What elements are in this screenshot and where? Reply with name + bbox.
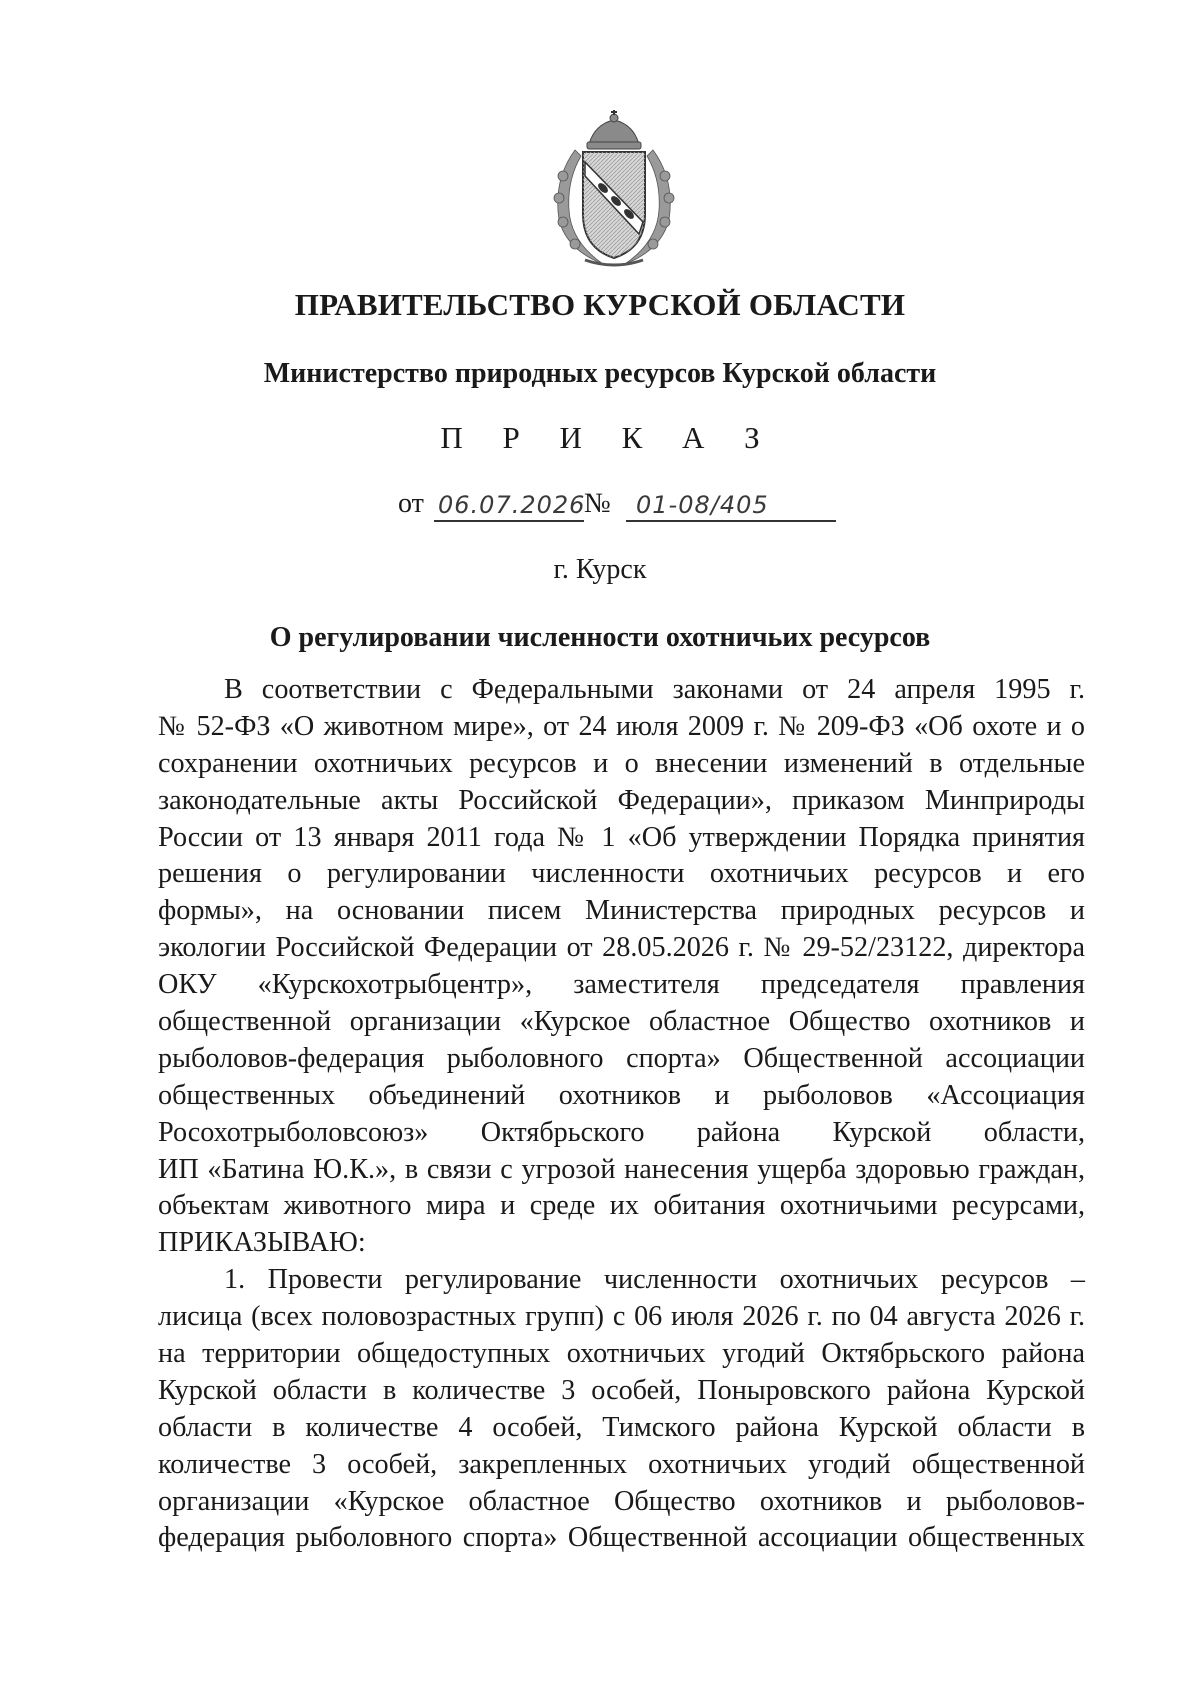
body-line: области в количестве 4 особей, Тимского района Курской области в (158, 1411, 1085, 1443)
body-line: формы», на основании писем Министерства природных ресурсов и (158, 895, 1085, 927)
body-line: рыболовов-федерация рыболовного спорта» Общественной ассоциации (158, 1042, 1085, 1074)
body-line: Курской области в количестве 3 особей, Поныровского района Курской (158, 1374, 1085, 1406)
body-line: общественной организации «Курское областное Общество охотников и (158, 1006, 1085, 1038)
body-line: решения о регулировании численности охотничьих ресурсов и его (158, 858, 1085, 890)
number-value: 01-08/405 (636, 491, 769, 519)
body-line: объектам животного мира и среде их обитания охотничьими ресурсами, (158, 1190, 1085, 1222)
order-body (158, 672, 1085, 1557)
body-line: количестве 3 особей, закрепленных охотничьих угодий общественной (158, 1448, 1085, 1480)
date-value: 06.07.2026 (438, 491, 586, 519)
body-line-order-word: ПРИКАЗЫВАЮ: (158, 1227, 366, 1259)
city: г. Курск (553, 554, 647, 585)
coat-of-arms-emblem (545, 110, 683, 270)
body-line: законодательные акты Российской Федерации», приказом Минприроды (158, 784, 1085, 816)
body-line: Росохотрыболовсоюз» Октябрьского района Курской области, (158, 1116, 1085, 1148)
document-type: П Р И К А З (440, 420, 776, 455)
body-line: лисица (всех половозрастных групп) с 06 июля 2026 г. по 04 августа 2026 г. (158, 1301, 1085, 1333)
body-line: общественных объединений охотников и рыболовов «Ассоциация (158, 1079, 1085, 1111)
body-line: сохранении охотничьих ресурсов и о внесении изменений в отдельные (158, 747, 1085, 779)
body-line: ИП «Батина Ю.К.», в связи с угрозой нанесения ущерба здоровью граждан, (158, 1153, 1085, 1185)
date-prefix: от (398, 488, 424, 519)
body-line: В соответствии с Федеральными законами от 24 апреля 1995 г. (224, 674, 1085, 705)
body-line: организации «Курское областное Общество охотников и рыболовов- (158, 1485, 1085, 1517)
body-line: № 52-ФЗ «О животном мире», от 24 июля 2009 г. № 209-ФЗ «Об охоте и о (158, 710, 1085, 742)
body-line: России от 13 января 2011 года № 1 «Об утверждении Порядка принятия (158, 821, 1085, 853)
body-line: ОКУ «Курскохотрыбцентр», заместителя председателя правления (158, 969, 1085, 1001)
date-number-line (398, 488, 838, 528)
body-line: на территории общедоступных охотничьих угодий Октябрьского района (158, 1338, 1085, 1370)
body-line: федерация рыболовного спорта» Общественной ассоциации общественных (158, 1522, 1085, 1554)
body-line-item-1: 1. Провести регулирование численности охотничьих ресурсов – (224, 1264, 1085, 1296)
ministry-name: Министерство природных ресурсов Курской области (263, 358, 937, 389)
government-title: ПРАВИТЕЛЬСТВО КУРСКОЙ ОБЛАСТИ (294, 287, 906, 322)
body-line: экологии Российской Федерации от 28.05.2026 г. № 29-52/23122, директора (158, 932, 1085, 964)
number-underline (626, 520, 836, 522)
date-underline (434, 520, 584, 522)
number-prefix: № (584, 488, 611, 519)
document-subject: О регулировании численности охотничьих ресурсов (269, 622, 931, 653)
